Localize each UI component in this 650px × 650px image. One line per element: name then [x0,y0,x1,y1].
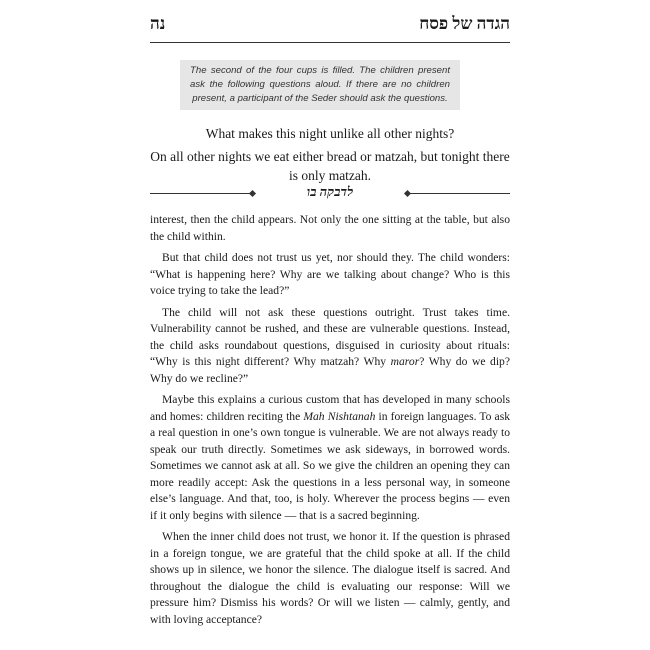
four-questions [150,124,510,185]
divider-label: לדבקה בו [306,184,354,199]
question-1: What makes this night unlike all other nights? [205,126,455,141]
page-number: נה [150,14,166,33]
divider-rule-left [150,193,252,194]
paragraph-3-emphasis: maror [390,355,420,368]
divider-rule-right [408,193,510,194]
paragraph-3-text-a: The child will not ask these questions outright. Trust takes time. Vulnerability cannot be rushed, and these are vulnerable questions. Instead, the child asks roundabout questions, disguised in curiosity about rituals: “Why is this night different? Why matzah? Why [150,305,510,368]
paragraph-3 [150,305,510,388]
section-divider [150,184,510,204]
paragraph-3-text-b: ? Why do we dip? Why do we recline?” [150,355,511,385]
paragraph-1: interest, then the child appears. Not only the one sitting at the table, but also the child within. [150,213,510,243]
paragraph-5: When the inner child does not trust, we honor it. If the question is phrased in a foreign tongue, we are grateful that the child spoke at all. If the child shows up in silence, we honor the silence. The dialogue itself is sacred. And throughout the dialogue the child is evaluating our response: Will we pressure him? Dismiss his words? Or will we listen — calmly, gently, and with loving acceptance? [150,530,510,626]
instruction-box: The second of the four cups is filled. The children present ask the following questions aloud. If there are no children present, a participant of the Seder should ask the questions. [180,60,460,110]
paragraph-4-text-b: in foreign languages. To ask a real question in one’s own tongue is vulnerable. We are not always ready to speak our truth directly. Sometimes we ask sideways, in borrowed words. Sometimes we cannot ask at all. So we give the children an opening they can more readily accept: Ask the questions in a less personal way, in someone else’s language. And that, too, is holy. Wherever the process begins — even if it only begins with silence — that is a sacred beginning. [150,409,511,522]
running-title: הגדה של פסח [419,14,510,33]
paragraph-4-text-a: Maybe this explains a curious custom that has developed in many schools and homes: children reciting the [150,393,510,423]
paragraph-4-emphasis: Mah Nishtanah [303,409,376,423]
paragraph-2: But that child does not trust us yet, nor should they. The child wonders: “What is happening here? Why are we talking about change? Who is this voice trying to take the lead?” [150,251,510,297]
question-2: On all other nights we eat either bread or matzah, but tonight there is only matzah. [150,149,510,183]
paragraph-4 [150,392,510,524]
commentary-text [150,212,510,628]
page-header [150,12,510,43]
